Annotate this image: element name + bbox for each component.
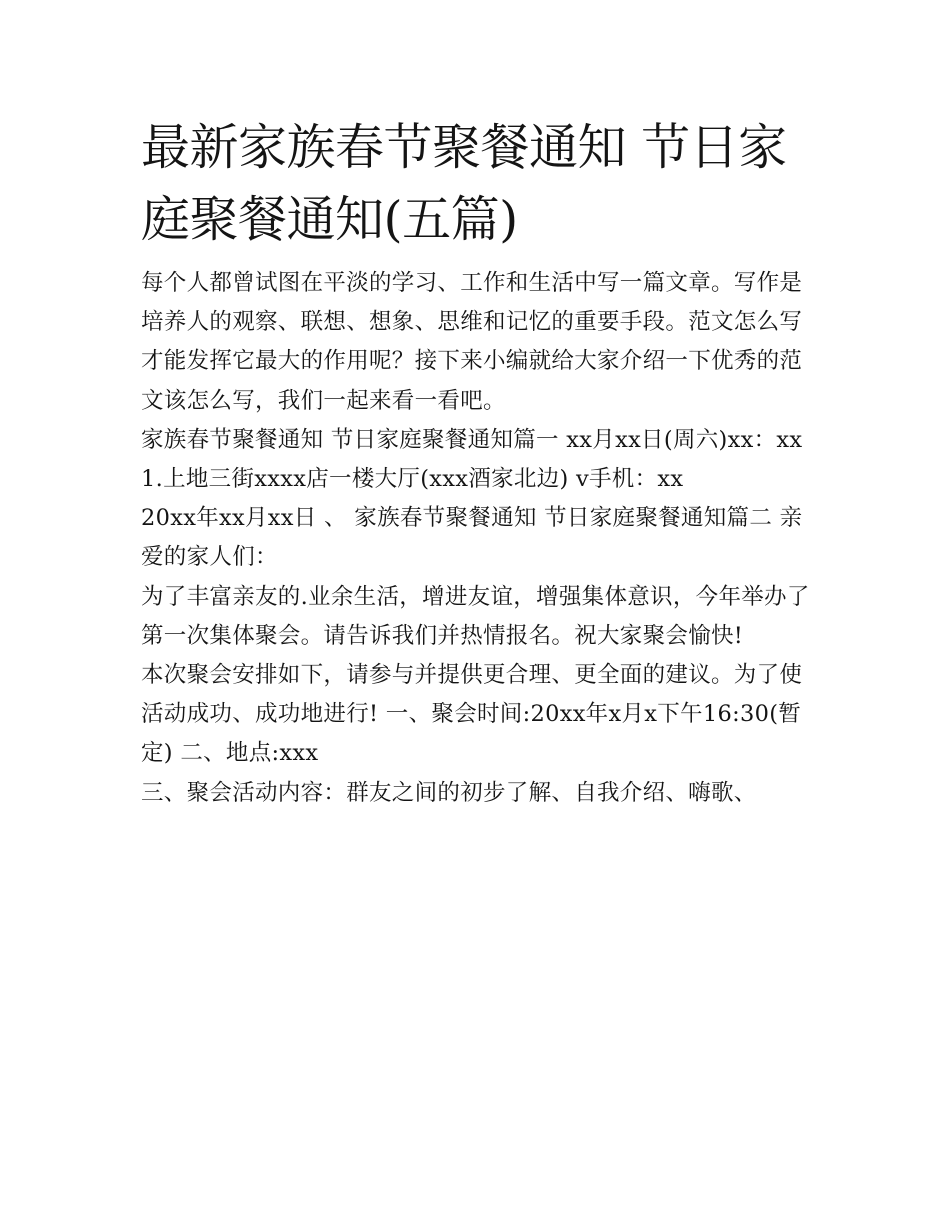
document-title: 最新家族春节聚餐通知 节日家庭聚餐通知(五篇) xyxy=(141,119,787,248)
purpose-paragraph: 为了丰富亲友的.业余生活，增进友谊，增强集体意识，今年举办了第一次集体聚会。请告诉我们并热情报名。祝大家聚会愉快! xyxy=(141,583,810,649)
document-body xyxy=(141,112,813,813)
arrangement-paragraph: 本次聚会安排如下，请参与并提供更合理、更全面的建议。为了使活动成功、成功地进行! 一、聚会时间:20xx年x月x下午16:30(暂定) 二、地点:xxx xyxy=(141,662,803,767)
notice-two-heading-paragraph: 20xx年xx月xx日 、 家族春节聚餐通知 节日家庭聚餐通知篇二 亲爱的家人们： xyxy=(141,505,803,571)
activity-paragraph: 三、聚会活动内容：群友之间的初步了解、自我介绍、嗨歌、 xyxy=(141,779,757,806)
notice-one-paragraph: 家族春节聚餐通知 节日家庭聚餐通知篇一 xx月xx日(周六)xx：xx 1.上地三街xxxx店一楼大厅(xxx酒家北边) v手机：xx xyxy=(141,426,803,493)
intro-paragraph: 每个人都曾试图在平淡的学习、工作和生活中写一篇文章。写作是培养人的观察、联想、想象、思维和记忆的重要手段。范文怎么写才能发挥它最大的作用呢？接下来小编就给大家介绍一下优秀的范文该怎么写，我们一起来看一看吧。 xyxy=(141,270,803,414)
